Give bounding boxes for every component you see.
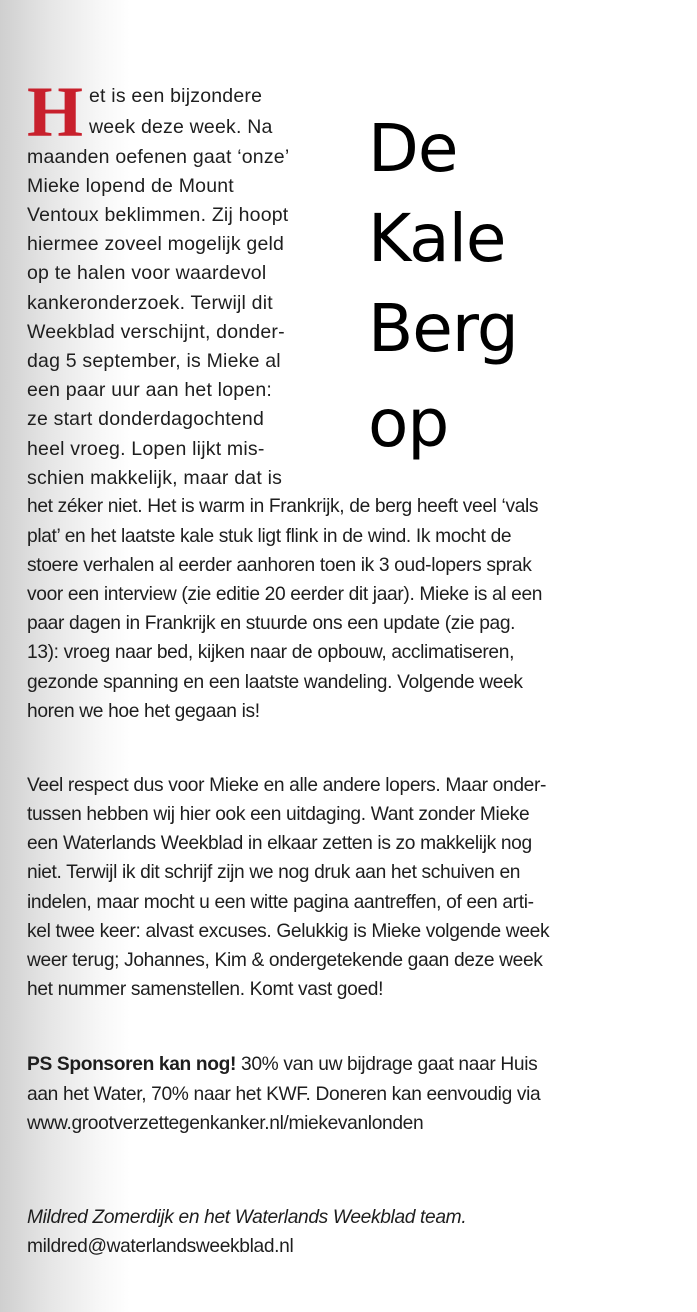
ps-lead: PS Sponsoren kan nog!	[27, 1054, 237, 1075]
text-line: gezonde spanning en een laatste wandeling. Volgende week	[27, 672, 523, 693]
text-line: indelen, maar mocht u een witte pagina aantreffen, of een arti-	[27, 892, 534, 913]
text-line	[27, 1050, 537, 1080]
drop-cap: H	[27, 72, 84, 152]
signature-name: Mildred Zomerdijk en het Waterlands Weekblad team.	[27, 1207, 467, 1228]
text-line: maanden oefenen gaat ‘onze’	[27, 146, 290, 168]
text-line: ze start donderdagochtend	[27, 408, 265, 430]
text-line: tussen hebben wij hier ook een uitdaging. Want zonder Mieke	[27, 804, 530, 825]
signature-email[interactable]: mildred@waterlandsweekblad.nl	[27, 1236, 294, 1257]
text-line: Veel respect dus voor Mieke en alle andere lopers. Maar onder-	[27, 775, 547, 796]
text-line: kel twee keer: alvast excuses. Gelukkig is Mieke volgende week	[27, 921, 550, 942]
text-line: kankeronderzoek. Terwijl dit	[27, 292, 273, 314]
text-line: schien makkelijk, maar dat is	[27, 467, 283, 489]
text-line: een paar uur aan het lopen:	[27, 379, 273, 401]
text-line: Ventoux beklimmen. Zij hoopt	[27, 204, 289, 226]
text-line: paar dagen in Frankrijk en stuurde ons een update (zie pag.	[27, 613, 516, 634]
text-line: weer terug; Johannes, Kim & ondergetekende gaan deze week	[27, 950, 543, 971]
text-line: Mieke lopend de Mount	[27, 175, 234, 197]
text-line: het nummer samenstellen. Komt vast goed!	[27, 979, 384, 1000]
text-line: et is een bijzondere	[89, 85, 263, 107]
text-line: 13): vroeg naar bed, kijken naar de opbouw, acclimatiseren,	[27, 642, 515, 663]
text-line: dag 5 september, is Mieke al	[27, 350, 281, 372]
text-line: hiermee zoveel mogelijk geld	[27, 233, 285, 255]
title-word: De	[368, 110, 458, 187]
title-word: Berg	[368, 290, 518, 367]
text-line: het zéker niet. Het is warm in Frankrijk, de berg heeft veel ‘vals	[27, 496, 539, 517]
text-line: horen we hoe het gegaan is!	[27, 701, 260, 722]
text-line: stoere verhalen al eerder aanhoren toen ik 3 oud-lopers sprak	[27, 555, 532, 576]
text-line: aan het Water, 70% naar het KWF. Doneren kan eenvoudig via	[27, 1084, 541, 1105]
donation-link[interactable]: www.grootverzettegenkanker.nl/miekevanlonden	[27, 1113, 424, 1134]
text-line: voor een interview (zie editie 20 eerder dit jaar). Mieke is al een	[27, 584, 543, 605]
ps-text: 30% van uw bijdrage gaat naar Huis	[236, 1054, 538, 1075]
text-line: niet. Terwijl ik dit schrijf zijn we nog druk aan het schuiven en	[27, 862, 521, 883]
title-word: op	[368, 385, 449, 462]
text-line: Weekblad verschijnt, donder-	[27, 321, 285, 343]
text-line: een Waterlands Weekblad in elkaar zetten is zo makkelijk nog	[27, 833, 532, 854]
text-line: op te halen voor waardevol	[27, 262, 267, 284]
text-line: plat’ en het laatste kale stuk ligt flink in de wind. Ik mocht de	[27, 526, 512, 547]
title-word: Kale	[368, 200, 506, 277]
text-line: week deze week. Na	[89, 116, 273, 138]
text-line: heel vroeg. Lopen lijkt mis-	[27, 438, 265, 460]
